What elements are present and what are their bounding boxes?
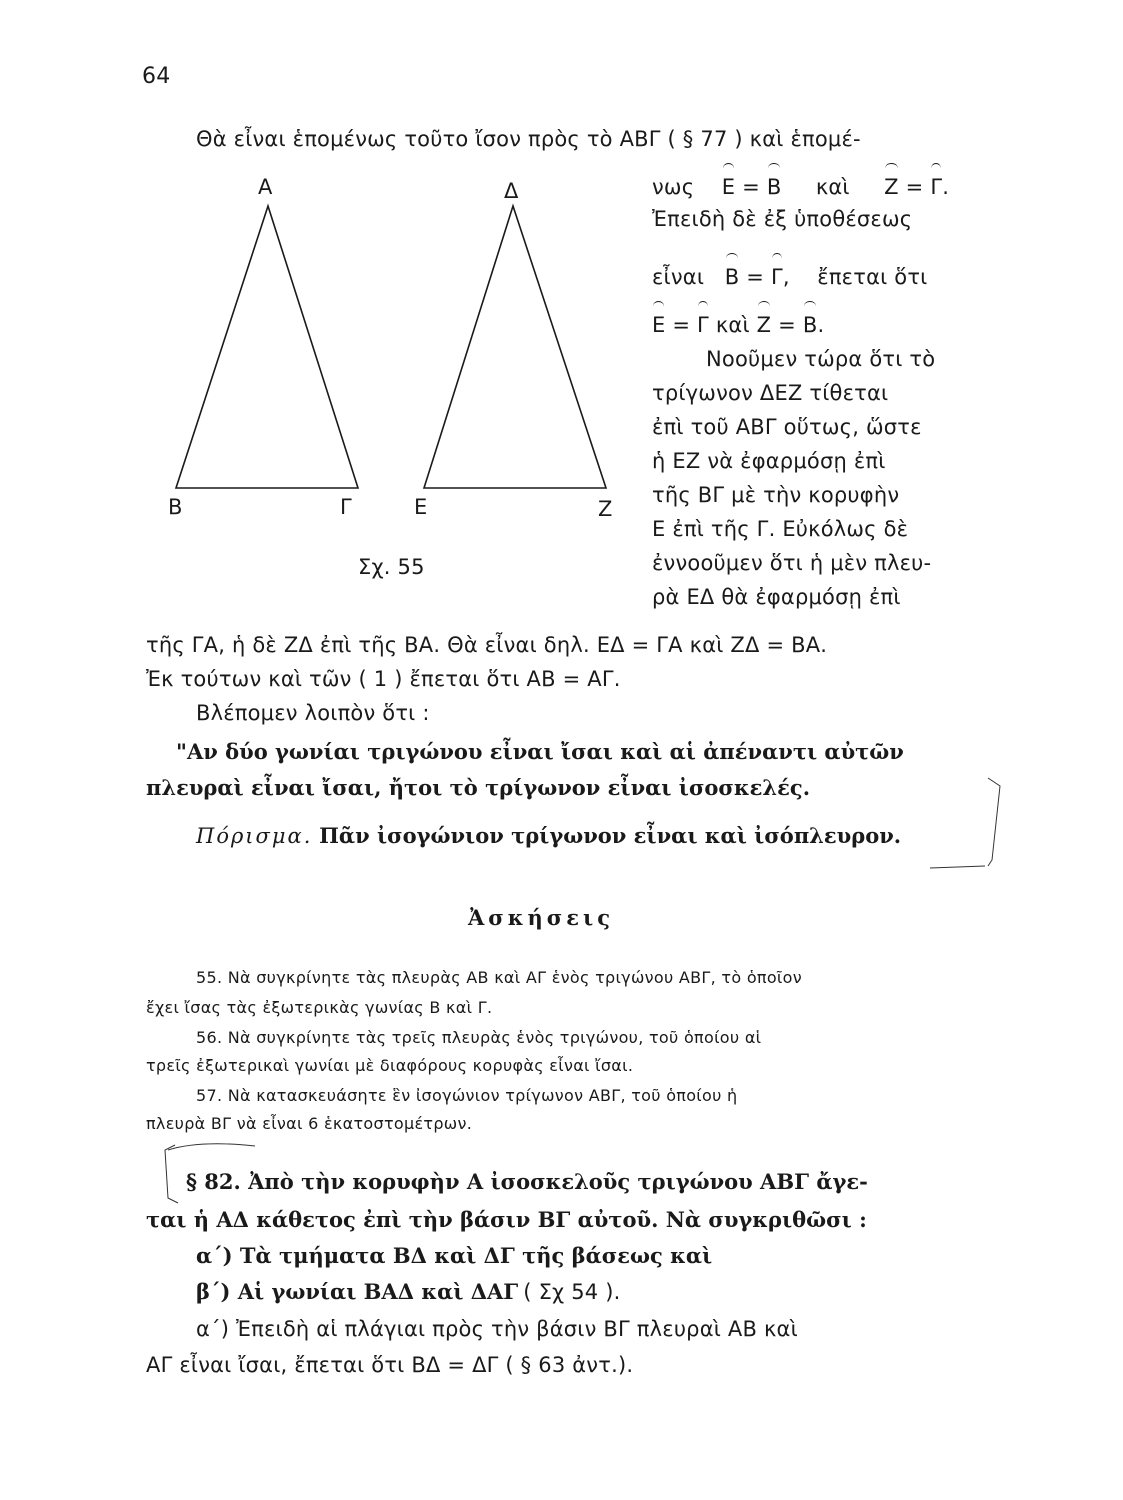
- angle-hat-z2: Ζ: [757, 310, 772, 340]
- angle-hat-e: Ε: [722, 172, 735, 202]
- angle-hat-g3: Γ: [697, 310, 709, 340]
- angle-hat-b: Β: [767, 172, 782, 202]
- triangle-abg: [176, 206, 358, 488]
- angle-hat-g: Γ: [930, 172, 942, 202]
- text-line-14: τῆς ΓΑ, ἡ δὲ ΖΔ ἐπὶ τῆς ΒΑ. Θὰ εἶναι δηλ. ΕΔ = ΓΑ καὶ ΖΔ = ΒΑ.: [146, 633, 828, 657]
- angle-hat-z: Ζ: [884, 172, 899, 202]
- corollary-text: Πᾶν ἰσογώνιον τρίγωνον εἶναι καὶ ἰσόπλευρον.: [319, 823, 902, 848]
- section-82-line-2: ται ἡ ΑΔ κάθετος ἐπὶ τὴν βάσιν ΒΓ αὐτοῦ. Νὰ συγκριθῶσι :: [146, 1207, 867, 1232]
- text-line-4: εἶναι Β = Γ, ἔπεται ὅτι: [652, 262, 928, 292]
- exercise-57-line-2: πλευρὰ ΒΓ νὰ εἶναι 6 ἑκατοστομέτρων.: [146, 1114, 473, 1133]
- theorem-line-1: "Αν δύο γωνίαι τριγώνου εἶναι ἴσαι καὶ αἱ ἀπέναντι αὐτῶν: [176, 739, 904, 764]
- theorem-line-2: πλευραὶ εἶναι ἴσαι, ἤτοι τὸ τρίγωνον εἶναι ἰσοσκελές.: [146, 775, 811, 800]
- text-line-5: Ε = Γ καὶ Ζ = Β.: [652, 310, 824, 340]
- exercise-56-line-1: 56. Νὰ συγκρίνητε τὰς τρεῖς πλευρὰς ἑνὸς τριγώνου, τοῦ ὁποίου αἱ: [196, 1028, 762, 1047]
- exercise-55-line-1: 55. Νὰ συγκρίνητε τὰς πλευρὰς ΑΒ καὶ ΑΓ ἑνὸς τριγώνου ΑΒΓ, τὸ ὁποῖον: [196, 968, 802, 987]
- text-line-3: Ἐπειδὴ δὲ ἐξ ὑποθέσεως: [652, 207, 913, 231]
- text-line-8: ἐπὶ τοῦ ΑΒΓ οὕτως, ὥστε: [652, 415, 922, 439]
- text-line-9: ἡ ΕΖ νὰ ἐφαρμόσῃ ἐπὶ: [652, 449, 886, 473]
- corollary: [196, 820, 901, 852]
- label-vertex-a: Α: [258, 175, 273, 199]
- corollary-label: Πόρισμα.: [196, 824, 313, 848]
- figure-caption: Σχ. 55: [358, 555, 425, 579]
- section-82-line-1: § 82. Ἀπὸ τὴν κορυφὴν Α ἰσοσκελοῦς τριγώνου ΑΒΓ ἄγε-: [186, 1169, 868, 1194]
- label-vertex-g: Γ: [340, 495, 352, 519]
- text-line-12: ἐννοοῦμεν ὅτι ἡ μὲν πλευ-: [652, 551, 932, 575]
- section-82-line-4: β΄) Αἱ γωνίαι ΒΑΔ καὶ ΔΑΓ ( Σχ 54 ).: [196, 1279, 621, 1304]
- label-vertex-d: Δ: [504, 179, 519, 203]
- angle-hat-b2: Β: [725, 262, 740, 292]
- exercise-57-line-1: 57. Νὰ κατασκευάσητε ἓν ἰσογώνιον τρίγωνον ΑΒΓ, τοῦ ὁποίου ἡ: [196, 1086, 738, 1105]
- exercise-56-line-2: τρεῖς ἐξωτερικαὶ γωνίαι μὲ διαφόρους κορυφὰς εἶναι ἴσαι.: [146, 1056, 634, 1075]
- text-line-15: Ἐκ τούτων καὶ τῶν ( 1 ) ἔπεται ὅτι ΑΒ = ΑΓ.: [146, 667, 621, 691]
- section-82-line-6: ΑΓ εἶναι ἴσαι, ἔπεται ὅτι ΒΔ = ΔΓ ( § 63 ἀντ.).: [146, 1353, 634, 1377]
- text-line-10: τῆς ΒΓ μὲ τὴν κορυφὴν: [652, 483, 900, 507]
- angle-hat-b3: Β: [803, 310, 818, 340]
- section-82-line-3: α΄) Τὰ τμήματα ΒΔ καὶ ΔΓ τῆς βάσεως καὶ: [196, 1243, 713, 1268]
- text-line-7: τρίγωνον ΔΕΖ τίθεται: [652, 381, 889, 405]
- section-82-line-5: α΄) Ἐπειδὴ αἱ πλάγιαι πρὸς τὴν βάσιν ΒΓ πλευραὶ ΑΒ καὶ: [196, 1317, 798, 1341]
- label-vertex-b: Β: [168, 495, 183, 519]
- text-line-16: Βλέπομεν λοιπὸν ὅτι :: [196, 701, 430, 725]
- label-vertex-e: Ε: [414, 495, 428, 519]
- margin-bracket-right: [930, 778, 1000, 868]
- text-line-2: νως Ε = Β καὶ Ζ = Γ.: [652, 172, 949, 202]
- text-line-1: Θὰ εἶναι ἑπομένως τοῦτο ἴσον πρὸς τὸ ΑΒΓ ( § 77 ) καὶ ἑπομέ-: [196, 127, 861, 151]
- triangle-dez: [424, 206, 606, 488]
- text-line-6: Νοοῦμεν τώρα ὅτι τὸ: [706, 347, 936, 371]
- exercise-55-line-2: ἔχει ἴσας τὰς ἐξωτερικὰς γωνίας Β καὶ Γ.: [146, 998, 493, 1017]
- text-line-11: Ε ἐπὶ τῆς Γ. Εὐκόλως δὲ: [652, 517, 909, 541]
- angle-hat-e2: Ε: [652, 310, 665, 340]
- label-vertex-z: Ζ: [598, 497, 613, 521]
- page-number: 64: [142, 64, 171, 89]
- exercises-heading: Ἀσκήσεις: [468, 905, 614, 930]
- text-line-13: ρὰ ΕΔ θὰ ἐφαρμόσῃ ἐπὶ: [652, 585, 901, 609]
- angle-hat-g2: Γ: [771, 262, 783, 292]
